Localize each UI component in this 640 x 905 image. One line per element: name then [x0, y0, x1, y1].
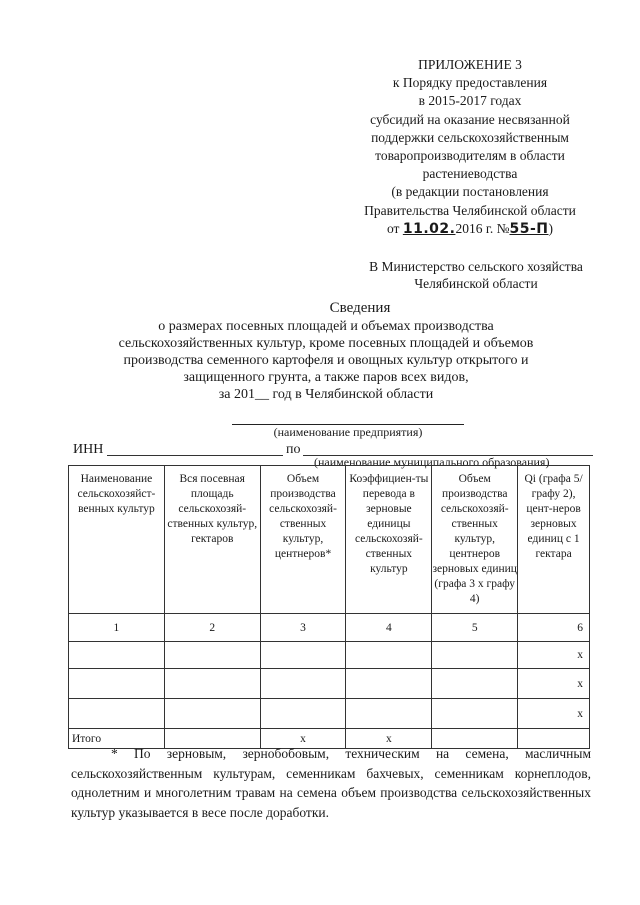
organization-caption: (наименование предприятия): [273, 425, 423, 439]
table-cell: x: [518, 699, 590, 729]
column-header: Вся посевная площадь сельскохозяй-ственных культур, гектаров: [164, 466, 260, 614]
table-cell[interactable]: [260, 669, 346, 699]
date-suffix: ): [548, 220, 553, 236]
date-prefix: от: [386, 220, 403, 236]
table-cell[interactable]: [164, 669, 260, 699]
appendix-line: поддержки сельскохозяйственным: [371, 129, 569, 145]
table-row: [69, 642, 590, 669]
appendix-line: к Порядку предоставления: [392, 75, 548, 91]
column-header: Коэффициен-ты перевода в зерновые единицы сельскохозяй-ственных культур: [346, 466, 432, 614]
inn-label: ИНН: [73, 442, 104, 457]
appendix-line: в 2015-2017 годах: [418, 93, 522, 109]
appendix-line: товаропроизводителям в области: [375, 148, 565, 164]
recipient-line: Челябинской области: [414, 276, 538, 291]
table-cell[interactable]: [260, 699, 346, 729]
table-cell[interactable]: [69, 642, 165, 669]
municipality-caption: (наименование муниципального образования): [314, 455, 550, 469]
recipient-line: В Министерство сельского хозяйства: [369, 259, 583, 274]
table-cell: x: [260, 729, 346, 749]
total-label: Итого: [69, 729, 165, 749]
recipient-block: [356, 258, 596, 292]
appendix-title: ПРИЛОЖЕНИЕ 3: [418, 57, 522, 72]
handwritten-number: 55-П: [509, 220, 549, 237]
table-cell: x: [518, 642, 590, 669]
handwritten-date: 11.02.: [402, 220, 456, 237]
document-title: Сведения: [329, 300, 391, 316]
subtitle-line: сельскохозяйственных культур, кроме посевных площадей и объемов: [118, 336, 534, 351]
appendix-date-line: [340, 220, 600, 238]
column-number: 2: [164, 614, 260, 642]
column-number: 4: [346, 614, 432, 642]
column-header: Qi (графа 5/графу 2), цент-неров зерновых единиц с 1 гектара: [518, 466, 590, 614]
appendix-line: субсидий на оказание несвязанной: [370, 111, 570, 127]
subtitle-line: о размерах посевных площадей и объемах производства: [158, 319, 494, 334]
table-cell[interactable]: [346, 669, 432, 699]
po-label: по: [286, 442, 301, 457]
date-middle: 2016 г. №: [455, 220, 510, 236]
column-number: 3: [260, 614, 346, 642]
column-header: Наименование сельскохозяйст-венных культур: [69, 466, 165, 614]
table-row: [69, 699, 590, 729]
column-number-row: [69, 614, 590, 642]
document-subtitle: [76, 318, 576, 403]
column-number: 6: [518, 614, 590, 642]
column-number: 5: [432, 614, 518, 642]
table-cell[interactable]: [69, 699, 165, 729]
table-cell[interactable]: [346, 642, 432, 669]
table-cell[interactable]: [260, 642, 346, 669]
table-cell[interactable]: [164, 699, 260, 729]
inn-field[interactable]: [107, 455, 283, 456]
table-cell[interactable]: [432, 669, 518, 699]
footnote-text: * По зерновым, зернобобовым, техническим на семена, масличным сельскохозяйственным культурам, семенникам бахчевых, семенникам корнеплодов, однолетним и многолетним травам на семена объем производства сельскохозяйственных культур указывается в весе после доработки.: [71, 746, 591, 820]
appendix-header: [340, 56, 600, 238]
table-cell[interactable]: [432, 699, 518, 729]
subtitle-line: за 201__ год в Челябинской области: [218, 387, 434, 402]
footnote: [71, 744, 591, 822]
table-cell[interactable]: [346, 699, 432, 729]
crop-data-table: [68, 465, 590, 749]
table-row: [69, 669, 590, 699]
appendix-line: Правительства Челябинской области: [364, 202, 576, 218]
table-cell[interactable]: [69, 669, 165, 699]
appendix-line: (в редакции постановления: [391, 184, 549, 200]
appendix-line: растениеводства: [422, 166, 518, 182]
subtitle-line: производства семенного картофеля и овощных культур открытого и: [123, 353, 529, 368]
subtitle-line: защищенного грунта, а также паров всех видов,: [183, 370, 469, 385]
table-header-row: [69, 466, 590, 614]
table-cell: x: [346, 729, 432, 749]
table-cell: x: [518, 669, 590, 699]
column-number: 1: [69, 614, 165, 642]
column-header: Объем производства сельскохозяй-ственных культур, центнеров*: [260, 466, 346, 614]
table-cell[interactable]: [164, 642, 260, 669]
column-header: Объем производства сельскохозяй-ственных культур, центнеров зерновых единиц (графа 3 x графу 4): [432, 466, 518, 614]
table-cell[interactable]: [432, 642, 518, 669]
